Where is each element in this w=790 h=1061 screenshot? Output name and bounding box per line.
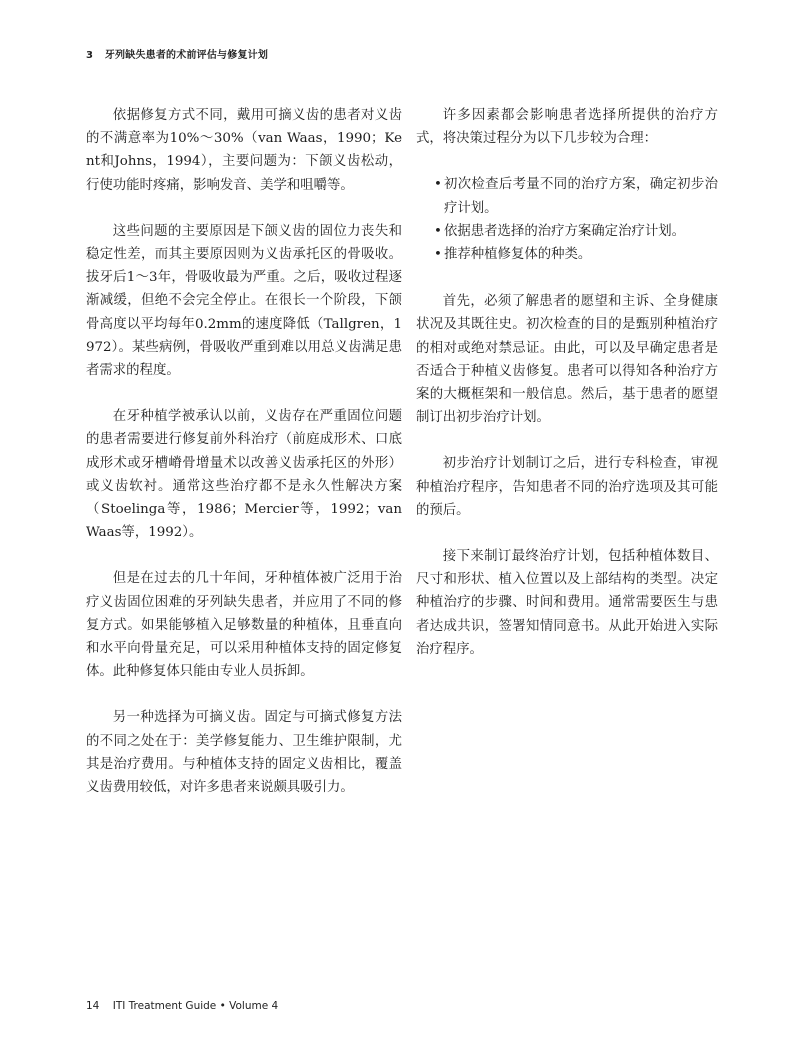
publication-title: ITI Treatment Guide • Volume 4 <box>112 1000 279 1012</box>
bullet-icon: • <box>434 177 442 193</box>
chapter-number: 3 <box>86 50 94 61</box>
page-footer <box>86 1000 278 1012</box>
body-paragraph: 初步治疗计划制订之后，进行专科检查，审视种植治疗程序，告知患者不同的治疗选项及其可能的预后。 <box>416 456 718 518</box>
body-paragraph: 另一种选择为可摘义齿。固定与可摘式修复方法的不同之处在于：美学修复能力、卫生维护限制，尤其是治疗费用。与种植体支持的固定义齿相比，覆盖义齿费用较低，对许多患者来说颇具吸引力。 <box>86 710 402 796</box>
list-item <box>416 243 718 266</box>
running-header <box>86 46 268 61</box>
bullet-icon: • <box>434 247 442 263</box>
body-paragraph: 这些问题的主要原因是下颌义齿的固位力丧失和稳定性差，而其主要原因则为义齿承托区的骨吸收。拔牙后1～3年，骨吸收最为严重。之后，吸收过程逐渐减缓，但绝不会完全停止。在很长一个阶段，下颌骨高度以平均每年0.2mm的速度降低（Tallgren，1972）。某些病例，骨吸收严重到难以用总义齿满足患者需求的程度。 <box>86 223 402 379</box>
list-item-text: 初次检查后考量不同的治疗方案，确定初步治疗计划。 <box>444 177 718 216</box>
body-paragraph: 在牙种植学被承认以前，义齿存在严重固位问题的患者需要进行修复前外科治疗（前庭成形术、口底成形术或牙槽嵴骨增量术以改善义齿承托区的外形）或义齿软衬。通常这些治疗都不是永久性解决方案（Stoelinga等，1986；Mercier等，1992；van Waas等，1992）。 <box>86 409 402 541</box>
page-number: 14 <box>86 1000 100 1012</box>
body-paragraph: 接下来制订最终治疗计划，包括种植体数目、尺寸和形状、植入位置以及上部结构的类型。决定种植治疗的步骤、时间和费用。通常需要医生与患者达成共识，签署知情同意书。从此开始进入实际治疗程序。 <box>416 549 718 657</box>
list-item <box>416 220 718 243</box>
right-column <box>416 104 718 684</box>
list-item-text: 依据患者选择的治疗方案确定治疗计划。 <box>444 223 686 239</box>
body-paragraph: 首先，必须了解患者的愿望和主诉、全身健康状况及其既往史。初次检查的目的是甄别种植治疗的相对或绝对禁忌证。由此，可以及早确定患者是否适合于种植义齿修复。患者可以得知各种治疗方案的大概框架和一般信息。然后，基于患者的愿望制订出初步治疗计划。 <box>416 294 718 426</box>
left-column <box>86 104 402 822</box>
decision-steps-list <box>416 173 718 266</box>
body-paragraph: 但是在过去的几十年间，牙种植体被广泛用于治疗义齿固位困难的牙列缺失患者，并应用了不同的修复方式。如果能够植入足够数量的种植体，且垂直向和水平向骨量充足，可以采用种植体支持的固定修复体。此种修复体只能由专业人员拆卸。 <box>86 571 402 680</box>
list-item-text: 推荐种植修复体的种类。 <box>444 247 592 263</box>
body-paragraph: 依据修复方式不同，戴用可摘义齿的患者对义齿的不满意率为10%～30%（van Waas，1990；Kent和Johns，1994），主要问题为：下颌义齿松动，行使功能时疼痛，影响发音、美学和咀嚼等。 <box>86 108 402 193</box>
intro-paragraph: 许多因素都会影响患者选择所提供的治疗方式，将决策过程分为以下几步较为合理： <box>416 108 718 147</box>
chapter-title: 牙列缺失患者的术前评估与修复计划 <box>104 50 269 61</box>
bullet-icon: • <box>434 223 442 239</box>
list-item <box>416 173 718 219</box>
